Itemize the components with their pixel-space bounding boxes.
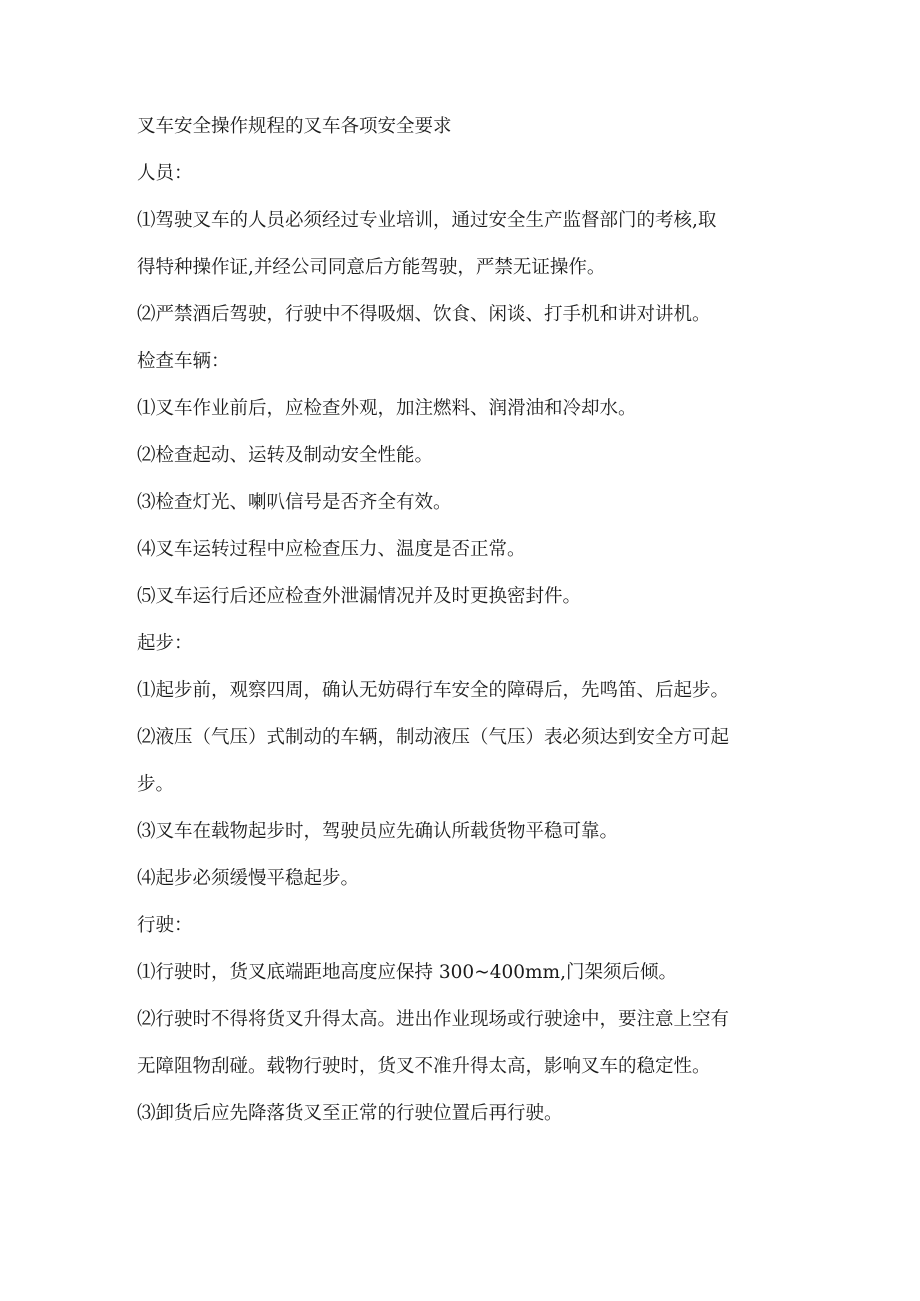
- section-heading-starting: 起步：: [137, 633, 193, 654]
- paragraph-line: ⑷叉车运转过程中应检查压力、温度是否正常。: [137, 539, 526, 560]
- paragraph-line: ⑴起步前，观察四周，确认无妨碍行车安全的障碍后，先鸣笛、后起步。: [137, 680, 730, 701]
- document-title: 叉车安全操作规程的叉车各项安全要求: [137, 116, 452, 137]
- paragraph-line: ⑵行驶时不得将货叉升得太高。进出作业现场或行驶途中，要注意上空有: [137, 1009, 730, 1030]
- paragraph-line: ⑸叉车运行后还应检查外泄漏情况并及时更换密封件。: [137, 586, 582, 607]
- paragraph-line: ⑴驾驶叉车的人员必须经过专业培训，通过安全生产监督部门的考核,取: [137, 210, 717, 231]
- section-heading-vehicle-check: 检查车辆：: [137, 351, 230, 372]
- paragraph-line: ⑶叉车在载物起步时，驾驶员应先确认所载货物平稳可靠。: [137, 821, 619, 842]
- paragraph-line: ⑵液压（气压）式制动的车辆，制动液压（气压）表必须达到安全方可起: [137, 727, 730, 748]
- paragraph-line: ⑷起步必须缓慢平稳起步。: [137, 868, 360, 889]
- paragraph-line: ⑶卸货后应先降落货叉至正常的行驶位置后再行驶。: [137, 1103, 563, 1124]
- paragraph-line: ⑵检查起动、运转及制动安全性能。: [137, 445, 434, 466]
- paragraph-line: ⑶检查灯光、喇叭信号是否齐全有效。: [137, 492, 452, 513]
- paragraph-line: 步。: [137, 774, 175, 795]
- paragraph-line: ⑴叉车作业前后，应检查外观，加注燃料、润滑油和冷却水。: [137, 398, 637, 419]
- section-heading-driving: 行驶：: [137, 915, 193, 936]
- paragraph-line: ⑵严禁酒后驾驶，行驶中不得吸烟、饮食、闲谈、打手机和讲对讲机。: [137, 304, 711, 325]
- paragraph-line: ⑴行驶时，货叉底端距地高度应保持 300~400mm,门架须后倾。: [137, 962, 677, 983]
- document-body: [137, 118, 787, 1152]
- paragraph-line: 得特种操作证,并经公司同意后方能驾驶，严禁无证操作。: [137, 257, 606, 278]
- section-heading-personnel: 人员：: [137, 163, 193, 184]
- paragraph-line: 无障阻物刮碰。载物行驶时，货叉不准升得太高，影响叉车的稳定性。: [137, 1056, 711, 1077]
